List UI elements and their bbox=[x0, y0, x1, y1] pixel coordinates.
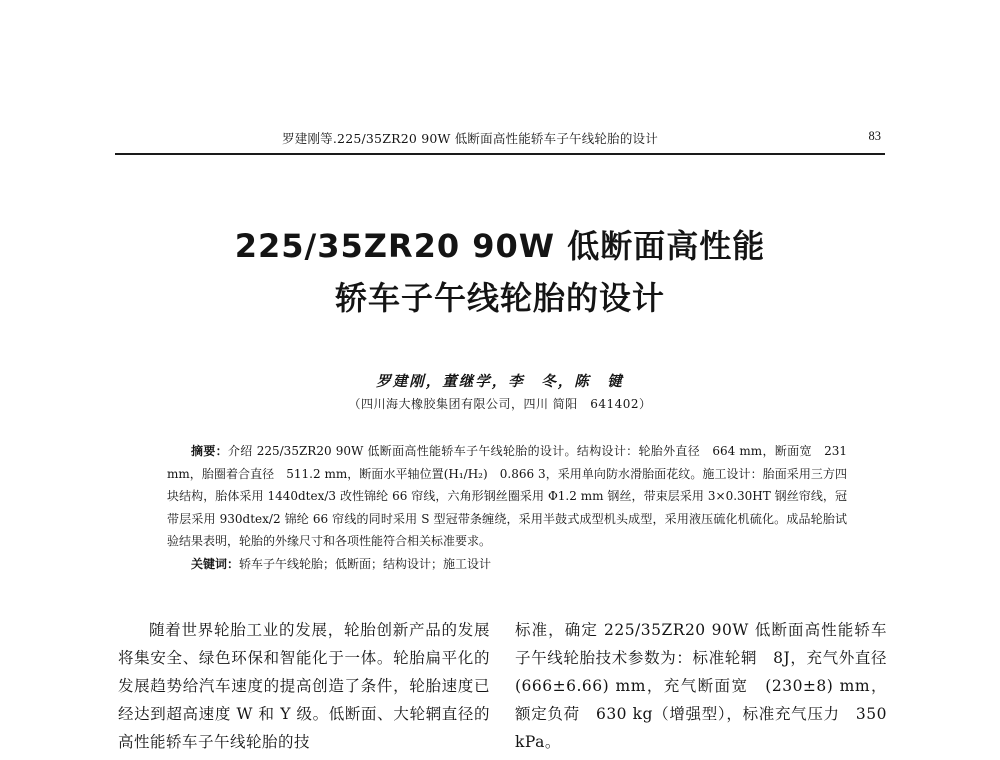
running-head bbox=[115, 123, 885, 151]
abstract-block bbox=[167, 440, 847, 575]
body-column-left bbox=[118, 616, 490, 756]
keywords-label: 关键词： bbox=[191, 556, 240, 571]
affiliation: （四川海大橡胶集团有限公司，四川 简阳 641402） bbox=[348, 397, 652, 411]
page-number: 83 bbox=[868, 129, 881, 143]
keywords bbox=[167, 553, 847, 576]
authors: 罗建刚，董继学，李 冬，陈 键 bbox=[376, 373, 624, 390]
abstract-text: 介绍 225/35ZR20 90W 低断面高性能轿车子午线轮胎的设计。结构设计：轮胎外直径 664 mm，断面宽 231 mm，胎圈着合直径 511.2 mm，断面水平轴位置(H₁/H₂) 0.866 3，采用单向防水滑胎面花纹。施工设计：胎面采用三方四块结构，胎体采用 1440dtex/3 改性锦纶 66 帘线，六角形钢丝圈采用 Φ1.2 mm 钢丝，带束层采用 3×0.30HT 钢丝帘线，冠带层采用 930dtex/2 锦纶 66 帘线的同时采用 S 型冠带条缠绕，采用半鼓式成型机头成型，采用液压硫化机硫化。成品轮胎试验结果表明，轮胎的外缘尺寸和各项性能符合相关标准要求。 bbox=[167, 444, 847, 548]
body-paragraph-left: 随着世界轮胎工业的发展，轮胎创新产品的发展将集安全、绿色环保和智能化于一体。轮胎扁平化的发展趋势给汽车速度的提高创造了条件，轮胎速度已经达到超高速度 W 和 Y 级。低断面、大轮辋直径的高性能轿车子午线轮胎的技 bbox=[118, 621, 490, 751]
article-title bbox=[100, 220, 900, 324]
abstract-label: 摘要： bbox=[191, 444, 228, 458]
body-column-right bbox=[515, 616, 904, 756]
keywords-text: 轿车子午线轮胎；低断面；结构设计；施工设计 bbox=[239, 556, 492, 571]
running-title: 罗建刚等.225/35ZR20 90W 低断面高性能轿车子午线轮胎的设计 bbox=[282, 131, 658, 146]
article-title-line-1: 225/35ZR20 90W 低断面高性能 bbox=[234, 227, 766, 265]
header-rule bbox=[115, 153, 885, 155]
article-title-line-2: 轿车子午线轮胎的设计 bbox=[334, 279, 665, 317]
body-paragraph-right: 标准，确定 225/35ZR20 90W 低断面高性能轿车子午线轮胎技术参数为：标准轮辋 8J，充气外直径 (666±6.66) mm，充气断面宽 (230±8) mm，额定负荷 630 kg（增强型），标准充气压力 350 kPa。 bbox=[515, 621, 904, 751]
abstract bbox=[167, 440, 847, 553]
